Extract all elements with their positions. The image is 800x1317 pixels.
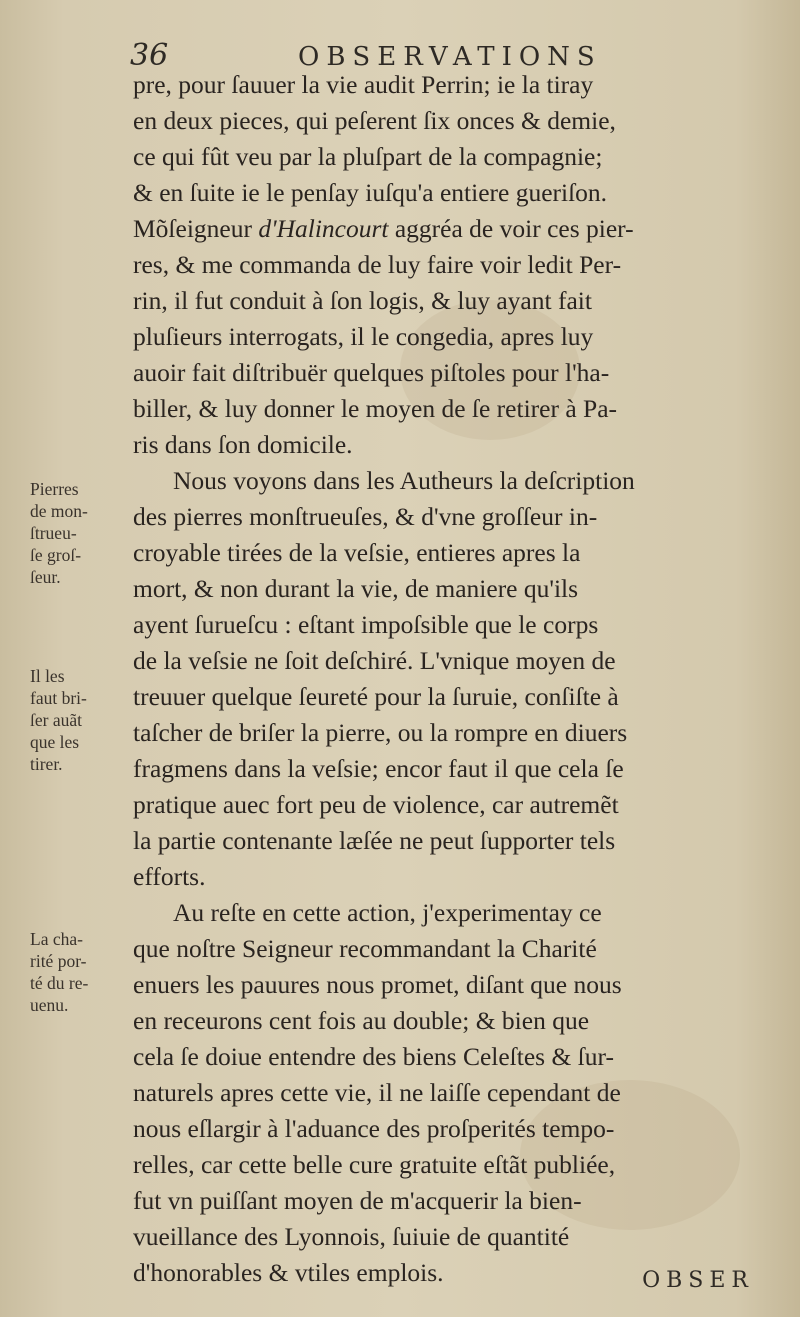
text-line: taſcher de briſer la pierre, ou la rompre en diuers: [133, 718, 628, 747]
margin-note-line: tirer.: [30, 754, 63, 774]
margin-note-line: ſtrueu-: [30, 523, 77, 543]
text-line: pre, pour ſauuer la vie audit Perrin; ie la tiray: [133, 70, 594, 99]
text-line: enuers les pauures nous promet, diſant que nous: [133, 970, 622, 999]
text-line: en receurons cent fois au double; & bien que: [133, 1006, 590, 1035]
text-line: res, & me commanda de luy faire voir ledit Per-: [133, 250, 622, 279]
margin-note-line: Il les: [30, 666, 65, 686]
text-line: ris dans ſon domicile.: [133, 430, 353, 459]
margin-note-line: ſer auãt: [30, 710, 82, 730]
text-line: rin, il fut conduit à ſon logis, & luy ayant fait: [133, 286, 592, 315]
text-line: efforts.: [133, 862, 206, 891]
text-line: biller, & luy donner le moyen de ſe retirer à Pa-: [133, 394, 618, 423]
margin-note: [30, 665, 125, 775]
text-line: & en ſuite ie le penſay iuſqu'a entiere gueriſon.: [133, 178, 608, 207]
text-line: des pierres monſtrueuſes, & d'vne groſſeur in-: [133, 502, 598, 531]
text-line: ayent ſurueſcu : eſtant impoſsible que le corps: [133, 610, 599, 639]
text-line: nous eſlargir à l'aduance des proſperités tempo-: [133, 1114, 615, 1143]
text-line: Nous voyons dans les Autheurs la deſcription: [173, 466, 635, 495]
text-line: croyable tirées de la veſsie, entieres apres la: [133, 538, 581, 567]
proper-name: d'Halincourt: [258, 214, 389, 243]
margin-note-line: rité por-: [30, 951, 87, 971]
margin-note-line: de mon-: [30, 501, 88, 521]
margin-note: [30, 928, 125, 1016]
margin-note-line: faut bri-: [30, 688, 87, 708]
text-line: fragmens dans la veſsie; encor faut il que cela ſe: [133, 754, 624, 783]
text-line: en deux pieces, qui peſerent ſix onces & demie,: [133, 106, 616, 135]
text-line: treuuer quelque ſeureté pour la ſuruie, conſiſte à: [133, 682, 619, 711]
text-line: relles, car cette belle cure gratuite eſtãt publiée,: [133, 1150, 616, 1179]
page-number: 36: [130, 38, 169, 73]
text-line: que noſtre Seigneur recommandant la Charité: [133, 934, 597, 963]
text-line: naturels apres cette vie, il ne laiſſe cependant de: [133, 1078, 621, 1107]
text-line: d'honorables & vtiles emplois.: [133, 1258, 444, 1287]
text-line: mort, & non durant la vie, de maniere qu'ils: [133, 574, 579, 603]
margin-note: [30, 478, 125, 588]
margin-note-line: ſe groſ-: [30, 545, 82, 565]
text-line: la partie contenante læſée ne peut ſupporter tels: [133, 826, 616, 855]
margin-note-line: ſeur.: [30, 567, 61, 587]
margin-note-line: Pierres: [30, 479, 79, 499]
text-line: pratique auec fort peu de violence, car autremẽt: [133, 790, 619, 819]
text-line: auoir fait diſtribuër quelques piſtoles pour l'ha-: [133, 358, 610, 387]
text-line: ce qui fût veu par la pluſpart de la compagnie;: [133, 142, 603, 171]
text-line: fut vn puiſſant moyen de m'acquerir la bien-: [133, 1186, 582, 1215]
margin-note-line: uenu.: [30, 995, 69, 1015]
text-line: Mõſeigneur d'Halincourt aggréa de voir ces pier-: [133, 214, 634, 243]
text-line: pluſieurs interrogats, il le congedia, apres luy: [133, 322, 594, 351]
text-line: Au reſte en cette action, j'experimentay ce: [173, 898, 602, 927]
text-line: cela ſe doiue entendre des biens Celeſtes & ſur-: [133, 1042, 614, 1071]
running-head: OBSERVATIONS: [298, 42, 602, 72]
margin-note-line: La cha-: [30, 929, 83, 949]
margin-note-line: té du re-: [30, 973, 89, 993]
margin-note-line: que les: [30, 732, 80, 752]
catchword: OBSER: [642, 1268, 754, 1293]
text-line: de la veſsie ne ſoit deſchiré. L'vnique moyen de: [133, 646, 616, 675]
text-line: vueillance des Lyonnois, ſuiuie de quantité: [133, 1222, 570, 1251]
